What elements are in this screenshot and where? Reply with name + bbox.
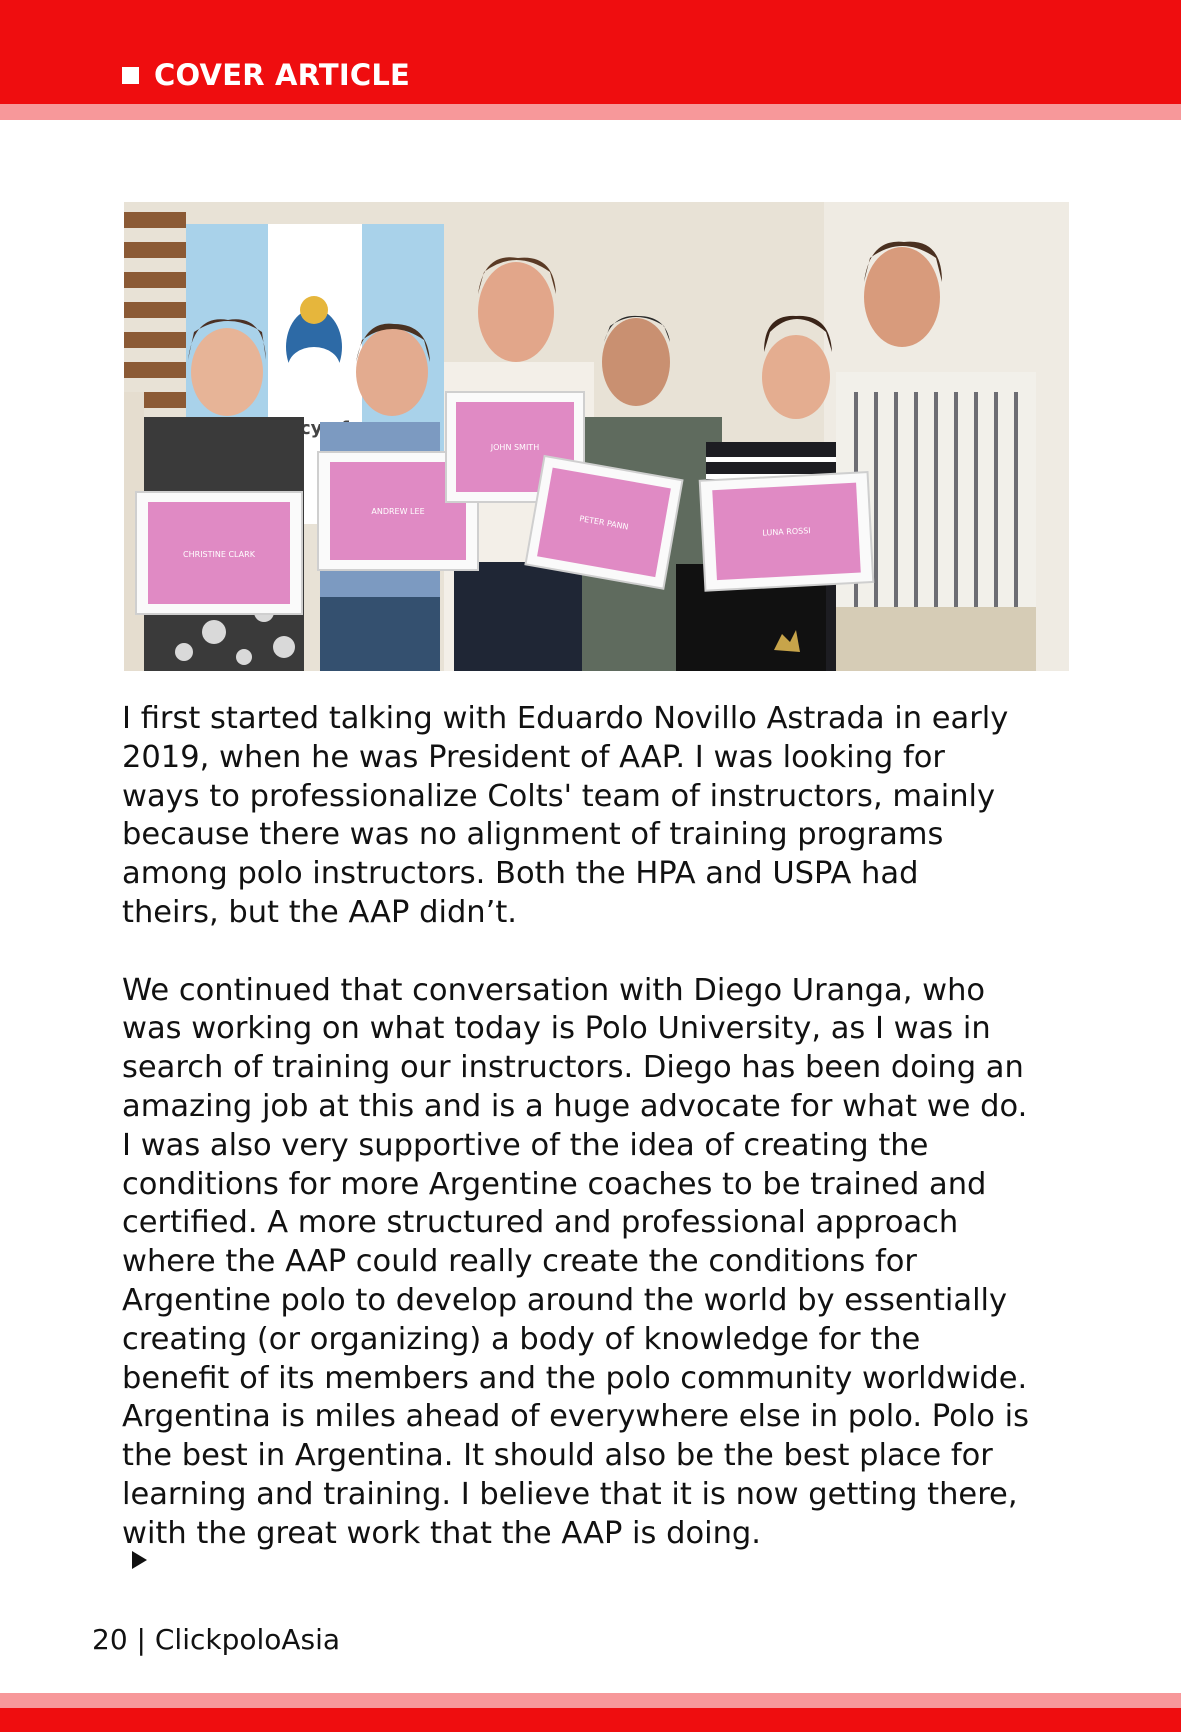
text-line: certified. A more structured and professional approach [122,1205,959,1241]
text-line: where the AAP could really create the conditions for [122,1244,917,1280]
last-text-line [122,1515,1072,1572]
section-label [122,58,410,92]
certificate-name: CHRISTINE CLARK [183,550,255,559]
header-stripe [0,104,1181,120]
certificate-name: JOHN SMITH [490,443,540,452]
section-label-text: COVER ARTICLE [154,58,411,92]
end-of-article-triangle-icon [132,1551,147,1569]
text-line: conditions for more Argentine coaches to be trained and [122,1166,987,1202]
text-line: amazing job at this and is a huge advocate for what we do. [122,1088,1028,1124]
article-photo [124,202,1069,671]
text-line: was working on what today is Polo University, as I was in [122,1011,991,1047]
text-line: with the great work that the AAP is doing. [122,1515,761,1551]
certificate-name: PETER PANN [578,514,630,532]
text-line: because there was no alignment of training programs [122,817,944,853]
text-line: ways to professionalize Colts' team of instructors, mainly [122,778,996,814]
text-line: 2019, when he was President of AAP. I was looking for [122,739,945,775]
article-paragraph [122,972,1072,1572]
text-line: I first started talking with Eduardo Novillo Astrada in early [122,701,1009,736]
page-footer: 20 | ClickpoloAsia [92,1623,341,1656]
text-line: benefit of its members and the polo community worldwide. [122,1360,1028,1396]
text-line: I was also very supportive of the idea of creating the [122,1127,929,1163]
text-line: among polo instructors. Both the HPA and USPA had [122,856,919,892]
footer-stripe [0,1693,1181,1708]
square-bullet-icon [122,67,139,84]
article-body [122,700,1072,1572]
text-line: the best in Argentina. It should also be the best place for [122,1438,993,1474]
text-line: search of training our instructors. Diego has been doing an [122,1050,1024,1086]
text-line: We continued that conversation with Diego Uranga, who [122,972,986,1008]
certificate-name: LUNA ROSSI [762,526,811,538]
text-line: theirs, but the AAP didn’t. [122,894,517,930]
certificate-name: ANDREW LEE [371,507,425,516]
article-paragraph [122,700,1072,933]
text-line: Argentina is miles ahead of everywhere else in polo. Polo is [122,1399,1029,1435]
text-line: creating (or organizing) a body of knowledge for the [122,1321,921,1357]
text-line: Argentine polo to develop around the world by essentially [122,1282,1008,1318]
banner-text: cy [300,418,323,439]
text-line: learning and training. I believe that it is now getting there, [122,1476,1018,1512]
footer-band [0,1708,1181,1732]
